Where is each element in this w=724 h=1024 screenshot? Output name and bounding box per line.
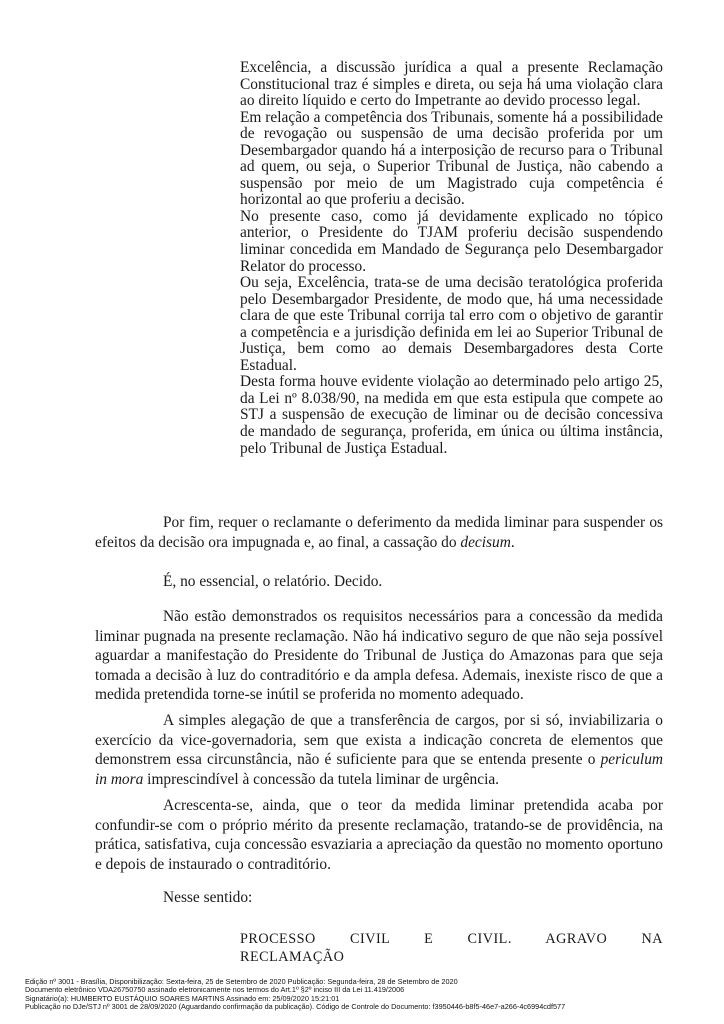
paragraph-text-end: . (510, 533, 515, 551)
quote-paragraph-3: No presente caso, como já devidamente explicado no tópico anterior, o Presidente do TJAM proferiu decisão suspendendo liminar concedida em Mandado de Segurança pelo Desembargador Relator do processo. (240, 207, 663, 275)
footer-edition-line: Edição nº 3001 - Brasília, Disponibilização: Sexta-feira, 25 de Setembro de 2020 Publicação: Segunda-feira, 28 de Setembro de 2020 (25, 977, 458, 986)
paragraph-acrescenta: Acrescenta-se, ainda, que o teor da medida liminar pretendida acaba por confundir-se com o próprio mérito da presente reclamação, tratando-se de providência, na prática, satisfativa, cuja concessão esvaziaria a apreciação da questão no momento oportuno e depois de instaurado o contraditório. (95, 797, 663, 873)
paragraph-simples-alegacao (95, 711, 663, 789)
italic-term: periculum in mora (95, 751, 663, 788)
paragraph-por-fim (95, 513, 663, 552)
footer-signatory-line: Signatário(a): HUMBERTO EUSTÁQUIO SOARES MARTINS Assinado em: 25/09/2020 15:21:01 (25, 993, 340, 1003)
paragraph-text: Por fim, requer o reclamante o deferimento da medida liminar para suspender os efeitos da decisão ora impugnada e, ao final, a cassação do (95, 514, 663, 551)
italic-term: decisum (460, 533, 511, 551)
publication-footer (25, 978, 705, 1012)
paragraph-nesse-sentido: Nesse sentido: (163, 889, 253, 906)
paragraph-text-end: imprescindível à concessão da tutela liminar de urgência. (143, 770, 500, 788)
footer-control-code-line: Publicação no DJe/STJ nº 3001 de 28/09/2020 (Aguardando confirmação da publicação). Código de Controle do Documento: f3950446-b8f5-46e7-a266-4c6994cdf577 (25, 1002, 566, 1012)
quote-paragraph-1: Excelência, a discussão jurídica a qual a presente Reclamação Constitucional traz é simples e direta, ou seja há uma violação clara ao direito líquido e certo do Impetrante ao devido processo legal. (240, 59, 663, 110)
quote-paragraph-5: Desta forma houve evidente violação ao determinado pelo artigo 25, da Lei nº 8.038/90, na medida em que esta estipula que compete ao STJ a suspensão de execução de liminar ou de decisão concessiva de mandado de segurança, proferida, em única ou última instância, pelo Tribunal de Justiça Estadual. (240, 373, 663, 457)
quote-paragraph-4: Ou seja, Excelência, trata-se de uma decisão teratológica proferida pelo Desembargador Presidente, de modo que, há uma necessidade clara de que este Tribunal corrija tal erro com o objetivo de garantir a competência e a jurisdição definida em lei ao Superior Tribunal de Justiça, bem como ao demais Desembargadores desta Corte Estadual. (240, 274, 663, 374)
paragraph-relatorio: É, no essencial, o relatório. Decido. (163, 573, 383, 590)
quoted-block (240, 60, 663, 457)
quote-paragraph-2: Em relação a competência dos Tribunais, somente há a possibilidade de revogação ou suspensão de uma decisão proferida por um Desembargador quando há a interposição de recurso para o Tribunal ad quem, ou seja, o Superior Tribunal de Justiça, não cabendo a suspensão por meio de um Magistrado cuja competência é horizontal ao que proferiu a decisão. (240, 108, 663, 209)
ementa-heading: PROCESSO CIVIL E CIVIL. AGRAVO NA RECLAMAÇÃO (240, 931, 663, 965)
footer-signature-law-line: Documento eletrônico VDA26750750 assinado eletronicamente nos termos do Art.1º §2º inciso III da Lei 11.419/2006 (25, 985, 405, 995)
paragraph-text: A simples alegação de que a transferência de cargos, por si só, inviabilizaria o exercício da vice-governadoria, sem que exista a indicação concreta de elementos que demonstrem essa circunstância, não é suficiente para que se entenda presente o (95, 712, 663, 769)
paragraph-nao-estao: Não estão demonstrados os requisitos necessários para a concessão da medida liminar pugnada na presente reclamação. Não há indicativo seguro de que não seja possível aguardar a manifestação do Presidente do Tribunal de Justiça do Amazonas para que seja tomada a decisão à luz do contraditório e da ampla defesa. Ademais, inexiste risco de que a medida pretendida torne-se inútil se proferida no momento adequado. (95, 608, 663, 704)
